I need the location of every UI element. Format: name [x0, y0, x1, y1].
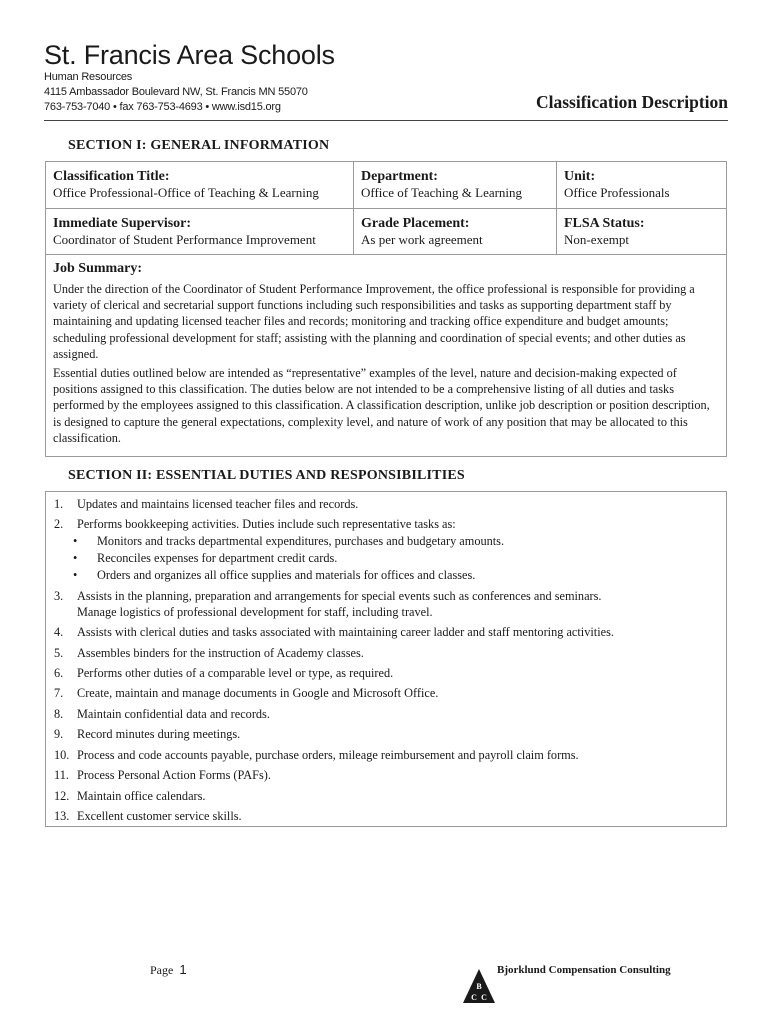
- sub-list-item: • Monitors and tracks departmental expenditures, purchases and budgetary amounts.: [73, 534, 505, 548]
- sub-list-item: • Orders and organizes all office supplies and materials for offices and classes.: [73, 568, 476, 582]
- grade-placement-label: Grade Placement:: [361, 216, 470, 231]
- consultant-name: Bjorklund Compensation Consulting: [497, 964, 671, 976]
- list-item: 8. Maintain confidential data and records.: [54, 707, 270, 721]
- representative-duties-note: Essential duties outlined below are intended as “representative” examples of the level, nature and decision-making expected of positions assigned to this classification. The duties below are not intended to be a comprehensive listing of all duties and tasks performed by the employees assigned to this classification. A classification description, unlike job description or position description, is designed to capture the general expectations, complexity level, and nature of work of any position that may be allocated to this classification.: [53, 366, 710, 445]
- job-summary-label: Job Summary:: [53, 261, 143, 276]
- classification-title-value: Office Professional-Office of Teaching & Learning: [53, 185, 319, 200]
- job-summary-paragraph: Under the direction of the Coordinator of Student Performance Improvement, the office professional is responsible for providing a variety of clerical and secretarial support functions including such responsibilities and tasks as supporting department staff by maintaining and updating licensed teacher files and records; monitoring and tracking office expenditure and budget amounts; scheduling professional development for staff; assisting with the planning and coordination of special events; and other duties as assigned.: [53, 282, 695, 361]
- org-department: Human Resources: [44, 71, 133, 83]
- page-number: 1: [179, 962, 187, 977]
- list-item: 1. Updates and maintains licensed teacher files and records.: [54, 497, 359, 511]
- list-item: 11. Process Personal Action Forms (PAFs).: [54, 768, 271, 782]
- list-item: 13. Excellent customer service skills.: [54, 809, 242, 823]
- list-item: 12. Maintain office calendars.: [54, 789, 206, 803]
- immediate-supervisor-label: Immediate Supervisor:: [53, 216, 192, 231]
- list-item: 5. Assembles binders for the instruction of Academy classes.: [54, 646, 364, 660]
- section1-heading: SECTION I: GENERAL INFORMATION: [68, 138, 330, 153]
- org-address: 4115 Ambassador Boulevard NW, St. Francis MN 55070: [44, 86, 308, 98]
- unit-label: Unit:: [564, 169, 596, 184]
- logo-letter: C: [471, 993, 477, 1002]
- flsa-status-cell: [557, 209, 727, 255]
- grade-placement-cell: [354, 209, 557, 255]
- list-item: 9. Record minutes during meetings.: [54, 727, 241, 741]
- duties-list: [45, 491, 727, 827]
- list-item: 4. Assists with clerical duties and tasks associated with maintaining career ladder and staff mentoring activities.: [54, 625, 614, 639]
- list-item: 6. Performs other duties of a comparable level or type, as required.: [54, 666, 394, 680]
- org-contact: 763-753-7040 • fax 763-753-4693 • www.isd15.org: [44, 101, 281, 113]
- general-information-table: [45, 161, 727, 457]
- logo-letter: B: [476, 982, 482, 991]
- department-label: Department:: [361, 169, 438, 184]
- list-item: 10. Process and code accounts payable, purchase orders, mileage reimbursement and payroll claim forms.: [54, 748, 579, 762]
- classification-title-label: Classification Title:: [53, 169, 170, 184]
- list-item: 7. Create, maintain and manage documents in Google and Microsoft Office.: [54, 686, 439, 700]
- bcc-logo-icon: [462, 968, 496, 1004]
- unit-cell: [557, 162, 727, 209]
- unit-value: Office Professionals: [564, 185, 670, 200]
- section2-heading: SECTION II: ESSENTIAL DUTIES AND RESPONSIBILITIES: [68, 468, 465, 483]
- list-item: 3. Assists in the planning, preparation and arrangements for special events such as conferences and seminars. Manage logistics of professional development for staff, including travel.: [54, 589, 602, 619]
- page-label: Page: [150, 963, 174, 977]
- page-indicator: [150, 962, 187, 978]
- org-name: St. Francis Area Schools: [44, 40, 335, 70]
- classification-title-cell: [46, 162, 354, 209]
- flsa-status-value: Non-exempt: [564, 232, 629, 247]
- flsa-status-label: FLSA Status:: [564, 216, 645, 231]
- logo-letter: C: [481, 993, 487, 1002]
- job-summary-cell: [46, 255, 727, 457]
- list-item: 2. Performs bookkeeping activities. Duties include such representative tasks as:: [54, 517, 456, 531]
- immediate-supervisor-cell: [46, 209, 354, 255]
- letterhead: [44, 40, 728, 120]
- grade-placement-value: As per work agreement: [361, 232, 483, 247]
- department-value: Office of Teaching & Learning: [361, 185, 523, 200]
- header-divider: [44, 120, 728, 121]
- immediate-supervisor-value: Coordinator of Student Performance Improvement: [53, 232, 316, 247]
- sub-list-item: • Reconciles expenses for department credit cards.: [73, 551, 338, 565]
- document-title: Classification Description: [535, 92, 728, 112]
- department-cell: [354, 162, 557, 209]
